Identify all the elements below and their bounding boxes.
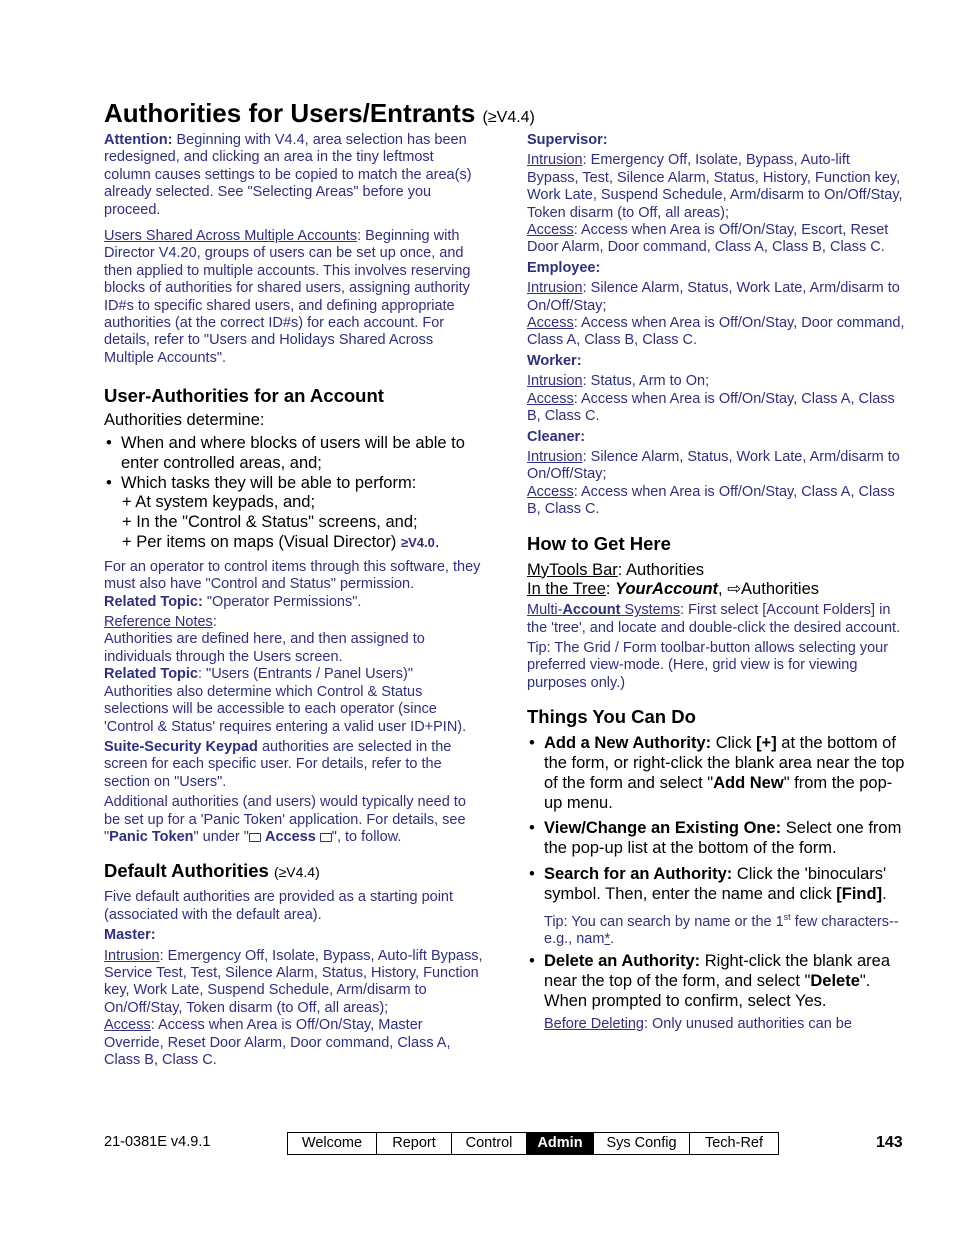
doc-id: 21-0381E v4.9.1 [104,1134,211,1150]
folder-icon [249,833,261,842]
arrow-right-icon: ⇨ [727,580,742,599]
panic-token-note: Additional authorities (and users) would typically need to be set up for a 'Panic Token' application. For details, see "Panic Token" under " Access ", to follow. [104,794,466,845]
heading-default-authorities: Default Authorities (≥V4.4) [104,860,320,882]
tab-welcome[interactable]: Welcome [288,1133,377,1154]
master-access: Access: Access when Area is Off/On/Stay, Master Override, Reset Door Alarm, Door command, Class A, Class B, Class C. [104,1017,451,1069]
access-link[interactable]: Access [104,1017,151,1034]
sub-item: + At system keypads, and; [122,493,316,512]
things-list [527,734,905,1033]
intrusion-link[interactable]: Intrusion [527,152,583,169]
mytools-path: MyTools Bar: Authorities [527,560,704,579]
intrusion-link[interactable]: Intrusion [527,280,583,297]
task-sublist [104,493,484,552]
tab-control[interactable]: Control [452,1133,527,1154]
list-item: • Which tasks they will be able to perform: [104,474,484,494]
cleaner-access: Access: Access when Area is Off/On/Stay, Class A, Class B, Class C. [527,483,895,518]
reference-notes-link[interactable]: Reference Notes [104,614,213,631]
search-tip: Tip: You can search by name or the 1st few characters--e.g., nam*. [544,911,899,947]
access-link[interactable]: Access [527,315,574,332]
multi-account-note: Multi-Account Systems: First select [Account Folders] in the 'tree', and locate and double-click the desired account. [527,602,901,636]
also-determine-note: Authorities also determine which Control & Status selections will be accessible to each operator (since 'Control & Status' requires entering a valid user ID+PIN). [104,683,467,735]
list-item: • Add a New Authority: Click [+] at the bottom of the form, or right-click the blank area near the top of the form and select "Add New" from the pop-up menu. [527,734,905,813]
intrusion-link[interactable]: Intrusion [527,373,583,390]
shared-users-note: Users Shared Across Multiple Accounts: Beginning with Director V4.20, groups of users can be set up once, and then applied to multiple accounts. This involves reserving blocks of authorities for shared users, assigning authority ID#s to specific shared users, and defining appropriate authorities (at the correct ID#s) for each account. For details, refer to "Users and Holidays Shared Across Multiple Accounts". [104,228,471,366]
reference-notes: Reference Notes: Authorities are defined here, and then assigned to individuals through the Users screen. [104,614,425,665]
attention-note: Attention: Beginning with V4.4, area selection has been redesigned, and clicking an area in the tiny leftmost column causes settings to be copied to match the area(s) already selected. See "Selecting Areas" before you proceed. [104,132,472,218]
employee-label: Employee: [527,259,601,276]
tab-sys-config[interactable]: Sys Config [594,1133,690,1154]
list-item: • Delete an Authority: Right-click the blank area near the top of the form, and select "Delete". When prompted to confirm, select Yes. Before Deleting: Only unused authorities can be [527,952,905,1033]
right-column [527,132,905,1033]
tab-report[interactable]: Report [377,1133,452,1154]
tree-link[interactable]: In the Tree [527,580,606,599]
tab-tech-ref[interactable]: Tech-Ref [704,1135,764,1151]
related-topic-users: Related Topic: "Users (Entrants / Panel Users)" [104,666,413,683]
multi-account-link[interactable]: Multi-Account Systems [527,602,681,619]
worker-access: Access: Access when Area is Off/On/Stay, Class A, Class B, Class C. [527,390,895,425]
page-number: 143 [876,1134,903,1151]
grid-form-tip: Tip: The Grid / Form toolbar-button allows selecting your preferred view-mode. (Here, grid view is for viewing purposes only.) [527,639,889,691]
master-label: Master: [104,927,156,944]
determine-list [104,434,484,493]
intrusion-link[interactable]: Intrusion [527,448,583,465]
before-deleting-link[interactable]: Before Deleting [544,1015,644,1032]
intrusion-link[interactable]: Intrusion [104,947,160,964]
employee-intrusion: Intrusion: Silence Alarm, Status, Work Late, Arm/disarm to On/Off/Stay; [527,280,900,314]
employee-access: Access: Access when Area is Off/On/Stay, Door command, Class A, Class B, Class C. [527,315,905,349]
supervisor-label: Supervisor: [527,132,608,148]
shared-users-link[interactable]: Users Shared Across Multiple Accounts [104,228,358,245]
five-defaults-note: Five default authorities are provided as a starting point (associated with the default area). [104,889,454,923]
worker-label: Worker: [527,352,582,369]
supervisor-intrusion: Intrusion: Emergency Off, Isolate, Bypass, Auto-lift Bypass, Test, Silence Alarm, Status, History, Function key, Work Late, Suspend Schedule, Arm/disarm to On/Off/Stay, Token disarm (to Off, all areas); [527,152,903,221]
heading-how-to-get-here: How to Get Here [527,532,671,554]
supervisor-access: Access: Access when Area is Off/On/Stay, Escort, Reset Door Alarm, Door command, Class A, Class B, Class C. [527,222,889,256]
sub-item: + Per items on maps (Visual Director) ≥V4.0. [122,533,440,552]
left-column [104,132,484,1069]
operator-note: For an operator to control items through this software, they must also have "Control and Status" permission. Related Topic: "Operator Permissions". [104,558,481,610]
cleaner-intrusion: Intrusion: Silence Alarm, Status, Work Late, Arm/disarm to On/Off/Stay; [527,448,900,483]
sub-item: + In the "Control & Status" screens, and; [122,513,418,532]
access-link[interactable]: Access [527,222,574,239]
tab-admin[interactable]: Admin [527,1133,594,1154]
mytools-link[interactable]: MyTools Bar [527,560,618,579]
heading-things-you-can-do: Things You Can Do [527,706,696,728]
page-title: Authorities for Users/Entrants (≥V4.4) [104,98,535,128]
folder-icon [320,833,332,842]
title-version: (≥V4.4) [482,109,535,126]
cleaner-label: Cleaner: [527,428,586,445]
heading-user-authorities: User-Authorities for an Account [104,385,384,407]
suite-security-note: Suite-Security Keypad authorities are selected in the screen for each specific user. For details, refer to the section on "Users". [104,738,452,790]
before-deleting-note: Before Deleting: Only unused authorities can be [544,1015,852,1032]
footer-tab-bar [287,1132,779,1155]
access-link[interactable]: Access [527,483,574,500]
list-item: • When and where blocks of users will be able to enter controlled areas, and; [104,434,484,474]
access-link[interactable]: Access [527,390,574,407]
tree-path: In the Tree: YourAccount, ⇨Authorities [527,580,820,599]
master-intrusion: Intrusion: Emergency Off, Isolate, Bypass, Auto-lift Bypass, Service Test, Test, Silence Alarm, Status, History, Function key, Work Late, Suspend Schedule, Arm/disarm to On/Off/Stay, Token disarm (to Off, all areas); [104,947,483,1016]
determine-text: Authorities determine: [104,411,265,430]
worker-intrusion: Intrusion: Status, Arm to On; [527,373,710,390]
list-item: • Search for an Authority: Click the 'binoculars' symbol. Then, enter the name and click [Find]. Tip: You can search by name or the 1st few characters--e.g., nam*. [527,865,905,948]
list-item: • View/Change an Existing One: Select one from the pop-up list at the bottom of the form. [527,819,905,859]
